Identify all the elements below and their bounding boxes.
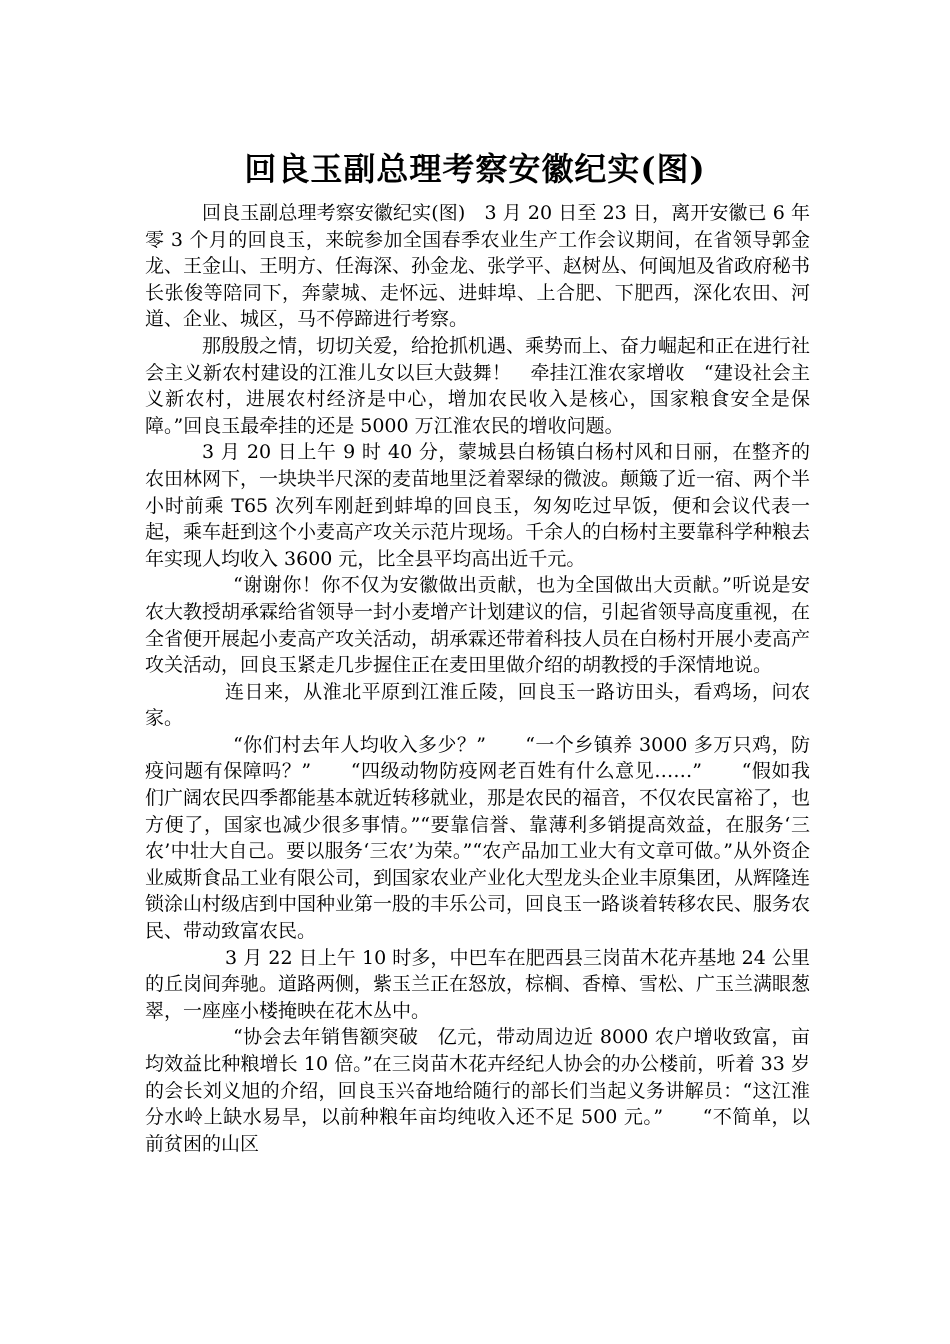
paragraph: 那殷殷之情，切切关爱，给抢抓机遇、乘势而上、奋力崛起和正在进行社会主义新农村建设的江淮儿女以巨大鼓舞！ 牵挂江淮农家增收 “建设社会主义新农村，进展农村经济是中心，增加农民收入是核心，国家粮食安全是保障。”回良玉最牵挂的还是 5000 万江淮农民的增收问题。 [145, 334, 811, 437]
paragraph: “协会去年销售额突破 亿元，带动周边近 8000 农户增收致富，亩均效益比种粮增长 10 倍。”在三岗苗木花卉经纪人协会的办公楼前，听着 33 岁的会长刘义旭的介绍，回良玉兴奋地给随行的部长们当起义务讲解员：“这江淮分水岭上缺水易旱，以前种粮年亩均纯收入还不足 500 元。” “不简单，以前贫困的山区 [145, 1026, 810, 1155]
paragraph: “谢谢你！你不仅为安徽做出贡献，也为全国做出大贡献。”听说是安农大教授胡承霖给省领导一封小麦增产计划建议的信，引起省领导高度重视，在全省便开展起小麦高产攻关活动，胡承霖还带着科技人员在白杨村开展小麦高产攻关活动，回良玉紧走几步握住正在麦田里做介绍的胡教授的手深情地说。 [145, 574, 811, 677]
article-body [145, 200, 810, 1157]
paragraph: 回良玉副总理考察安徽纪实(图) 3 月 20 日至 23 日，离开安徽已 6 年零 3 个月的回良玉，来皖参加全国春季农业生产工作会议期间，在省领导郭金龙、王金山、王明方、任海深、孙金龙、张学平、赵树丛、何闽旭及省政府秘书长张俊等陪同下，奔蒙城、走怀远、进蚌埠、上合肥、下肥西，深化农田、河道、企业、城区，马不停蹄进行考察。 [145, 202, 811, 331]
document-title: 回良玉副总理考察安徽纪实(图) [244, 150, 706, 189]
paragraph: 3 月 20 日上午 9 时 40 分，蒙城县白杨镇白杨村风和日丽，在整齐的农田林网下，一块块半尺深的麦苗地里泛着翠绿的微波。颠簸了近一宿、两个半小时前乘 T65 次列车刚赶到蚌埠的回良玉，匆匆吃过早饭，便和会议代表一起，乘车赶到这个小麦高产攻关示范片现场。千余人的白杨村主要靠科学种粮去年实现人均收入 3600 元，比全县平均高出近千元。 [145, 441, 811, 570]
paragraph: 3 月 22 日上午 10 时多，中巴车在肥西县三岗苗木花卉基地 24 公里的丘岗间奔驰。道路两侧，紫玉兰正在怒放，棕榈、香樟、雪松、广玉兰满眼葱翠，一座座小楼掩映在花木丛中。 [145, 946, 811, 1022]
paragraph: “你们村去年人均收入多少？” “一个乡镇养 3000 多万只鸡，防疫问题有保障吗？” “四级动物防疫网老百姓有什么意见……” “假如我们广阔农民四季都能基本就近转移就业，那是农民的福音，不仅农民富裕了，也方便了，国家也减少很多事情。”“要靠信誉、靠薄利多销提高效益，在服务‘三农’中壮大自己。要以服务‘三农’为荣。”“农产品加工业大有文章可做。”从外资企业威斯食品工业有限公司，到国家农业产业化大型龙头企业丰原集团，从辉隆连锁涂山村级店到中国种业第一股的丰乐公司，回良玉一路谈着转移农民、服务农民、带动致富农民。 [145, 733, 811, 943]
paragraph: 连日来，从淮北平原到江淮丘陵，回良玉一路访田头，看鸡场，问农家。 [145, 680, 810, 730]
